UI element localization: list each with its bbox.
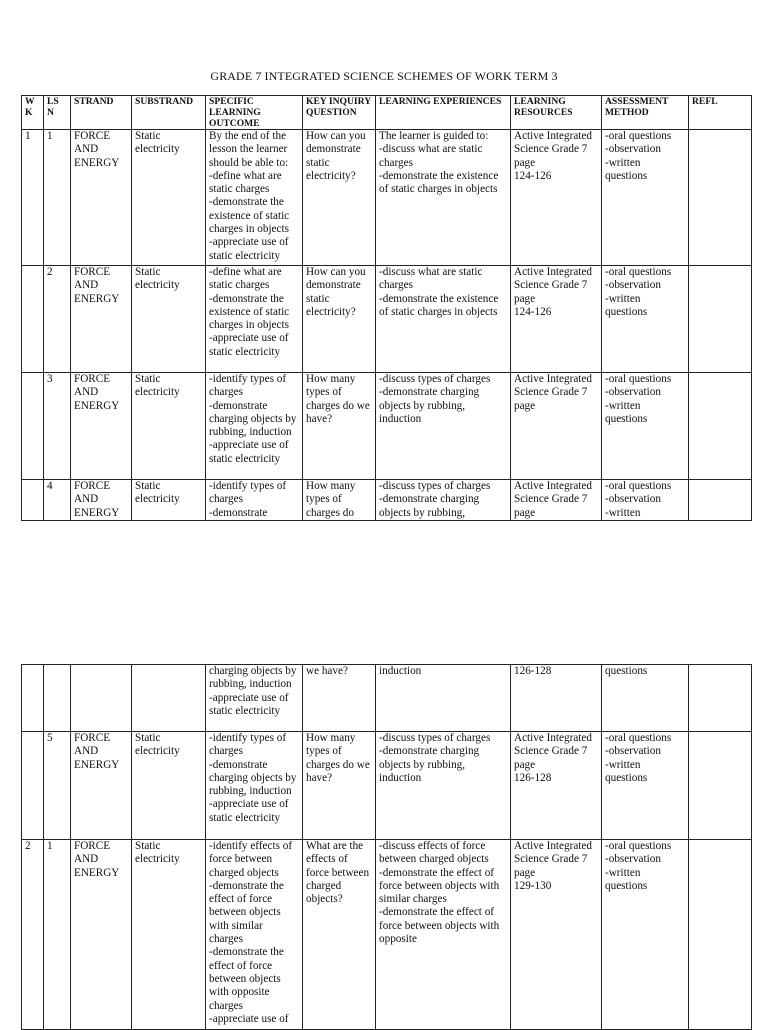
scheme-table-page-1 — [21, 95, 752, 521]
cell-assessment: -oral questions -observation -written questions — [602, 732, 689, 840]
cell-experiences: -discuss effects of force between charged objects -demonstrate the effect of force between objects with similar charges -demonstrate the effect of force between objects with opposite — [376, 840, 511, 1030]
table-row — [22, 130, 752, 266]
cell-resources: 126-128 — [511, 665, 602, 732]
cell-resources: Active Integrated Science Grade 7 page 124-126 — [511, 266, 602, 373]
cell-assessment: -oral questions -observation -written questions — [602, 840, 689, 1030]
header-lsn: LS N — [44, 96, 71, 130]
cell-refl — [689, 130, 752, 266]
scheme-table-page-2 — [21, 664, 752, 1030]
header-strand: STRAND — [71, 96, 132, 130]
cell-assessment: -oral questions -observation -written questions — [602, 130, 689, 266]
table-row — [22, 840, 752, 1030]
cell-question: How can you demonstrate static electricity? — [303, 266, 376, 373]
cell-substrand: Static electricity — [132, 732, 206, 840]
table-header-row — [22, 96, 752, 130]
cell-lsn: 5 — [44, 732, 71, 840]
cell-substrand: Static electricity — [132, 266, 206, 373]
cell-refl — [689, 266, 752, 373]
cell-lsn: 2 — [44, 266, 71, 373]
cell-strand: FORCE AND ENERGY — [71, 732, 132, 840]
cell-outcome: By the end of the lesson the learner should be able to: -define what are static charges -demonstrate the existence of static charges in objects -appreciate use of static electricity — [206, 130, 303, 266]
cell-refl — [689, 840, 752, 1030]
cell-outcome: -define what are static charges -demonstrate the existence of static charges in objects -appreciate use of static electricity — [206, 266, 303, 373]
cell-experiences: The learner is guided to: -discuss what are static charges -demonstrate the existence of static charges in objects — [376, 130, 511, 266]
table-row — [22, 373, 752, 480]
cell-question: What are the effects of force between charged objects? — [303, 840, 376, 1030]
cell-wk: 1 — [22, 130, 44, 266]
table-row — [22, 266, 752, 373]
cell-wk — [22, 480, 44, 521]
cell-substrand — [132, 665, 206, 732]
cell-strand: FORCE AND ENERGY — [71, 480, 132, 521]
cell-refl — [689, 480, 752, 521]
table-row — [22, 732, 752, 840]
header-wk: W K — [22, 96, 44, 130]
header-resources: LEARNING RESOURCES — [511, 96, 602, 130]
cell-resources: Active Integrated Science Grade 7 page — [511, 480, 602, 521]
cell-lsn: 3 — [44, 373, 71, 480]
header-assessment: ASSESSMENT METHOD — [602, 96, 689, 130]
cell-resources: Active Integrated Science Grade 7 page — [511, 373, 602, 480]
cell-assessment: questions — [602, 665, 689, 732]
header-experiences: LEARNING EXPERIENCES — [376, 96, 511, 130]
cell-lsn — [44, 665, 71, 732]
cell-resources: Active Integrated Science Grade 7 page 126-128 — [511, 732, 602, 840]
cell-wk — [22, 373, 44, 480]
cell-question: How many types of charges do we have? — [303, 373, 376, 480]
cell-refl — [689, 373, 752, 480]
cell-question: How many types of charges do — [303, 480, 376, 521]
cell-wk — [22, 665, 44, 732]
cell-experiences: induction — [376, 665, 511, 732]
cell-lsn: 1 — [44, 130, 71, 266]
cell-refl — [689, 732, 752, 840]
cell-lsn: 1 — [44, 840, 71, 1030]
cell-experiences: -discuss types of charges -demonstrate charging objects by rubbing, — [376, 480, 511, 521]
cell-wk — [22, 732, 44, 840]
cell-question: How many types of charges do we have? — [303, 732, 376, 840]
cell-assessment: -oral questions -observation -written questions — [602, 266, 689, 373]
cell-refl — [689, 665, 752, 732]
cell-experiences: -discuss types of charges -demonstrate charging objects by rubbing, induction — [376, 732, 511, 840]
cell-substrand: Static electricity — [132, 840, 206, 1030]
cell-assessment: -oral questions -observation -written questions — [602, 373, 689, 480]
cell-resources: Active Integrated Science Grade 7 page 124-126 — [511, 130, 602, 266]
cell-substrand: Static electricity — [132, 130, 206, 266]
cell-strand: FORCE AND ENERGY — [71, 130, 132, 266]
cell-wk — [22, 266, 44, 373]
cell-experiences: -discuss what are static charges -demonstrate the existence of static charges in objects — [376, 266, 511, 373]
document-title: GRADE 7 INTEGRATED SCIENCE SCHEMES OF WORK TERM 3 — [210, 69, 558, 83]
cell-experiences: -discuss types of charges -demonstrate charging objects by rubbing, induction — [376, 373, 511, 480]
cell-strand: FORCE AND ENERGY — [71, 840, 132, 1030]
header-question: KEY INQUIRY QUESTION — [303, 96, 376, 130]
cell-strand — [71, 665, 132, 732]
cell-outcome: -identify types of charges -demonstrate — [206, 480, 303, 521]
header-refl: REFL — [689, 96, 752, 130]
cell-lsn: 4 — [44, 480, 71, 521]
cell-strand: FORCE AND ENERGY — [71, 266, 132, 373]
cell-outcome: -identify types of charges -demonstrate charging objects by rubbing, induction -appreciate use of static electricity — [206, 732, 303, 840]
cell-substrand: Static electricity — [132, 480, 206, 521]
header-outcome: SPECIFIC LEARNING OUTCOME — [206, 96, 303, 130]
cell-strand: FORCE AND ENERGY — [71, 373, 132, 480]
cell-outcome: -identify effects of force between charged objects -demonstrate the effect of force between objects with similar charges -demonstrate the effect of force between objects with opposite charges -appreciate use of — [206, 840, 303, 1030]
header-substrand: SUBSTRAND — [132, 96, 206, 130]
cell-question: we have? — [303, 665, 376, 732]
cell-outcome: charging objects by rubbing, induction -appreciate use of static electricity — [206, 665, 303, 732]
cell-resources: Active Integrated Science Grade 7 page 129-130 — [511, 840, 602, 1030]
table-row — [22, 480, 752, 521]
cell-outcome: -identify types of charges -demonstrate charging objects by rubbing, induction -appreciate use of static electricity — [206, 373, 303, 480]
cell-assessment: -oral questions -observation -written — [602, 480, 689, 521]
table-row — [22, 665, 752, 732]
cell-substrand: Static electricity — [132, 373, 206, 480]
cell-question: How can you demonstrate static electricity? — [303, 130, 376, 266]
cell-wk: 2 — [22, 840, 44, 1030]
